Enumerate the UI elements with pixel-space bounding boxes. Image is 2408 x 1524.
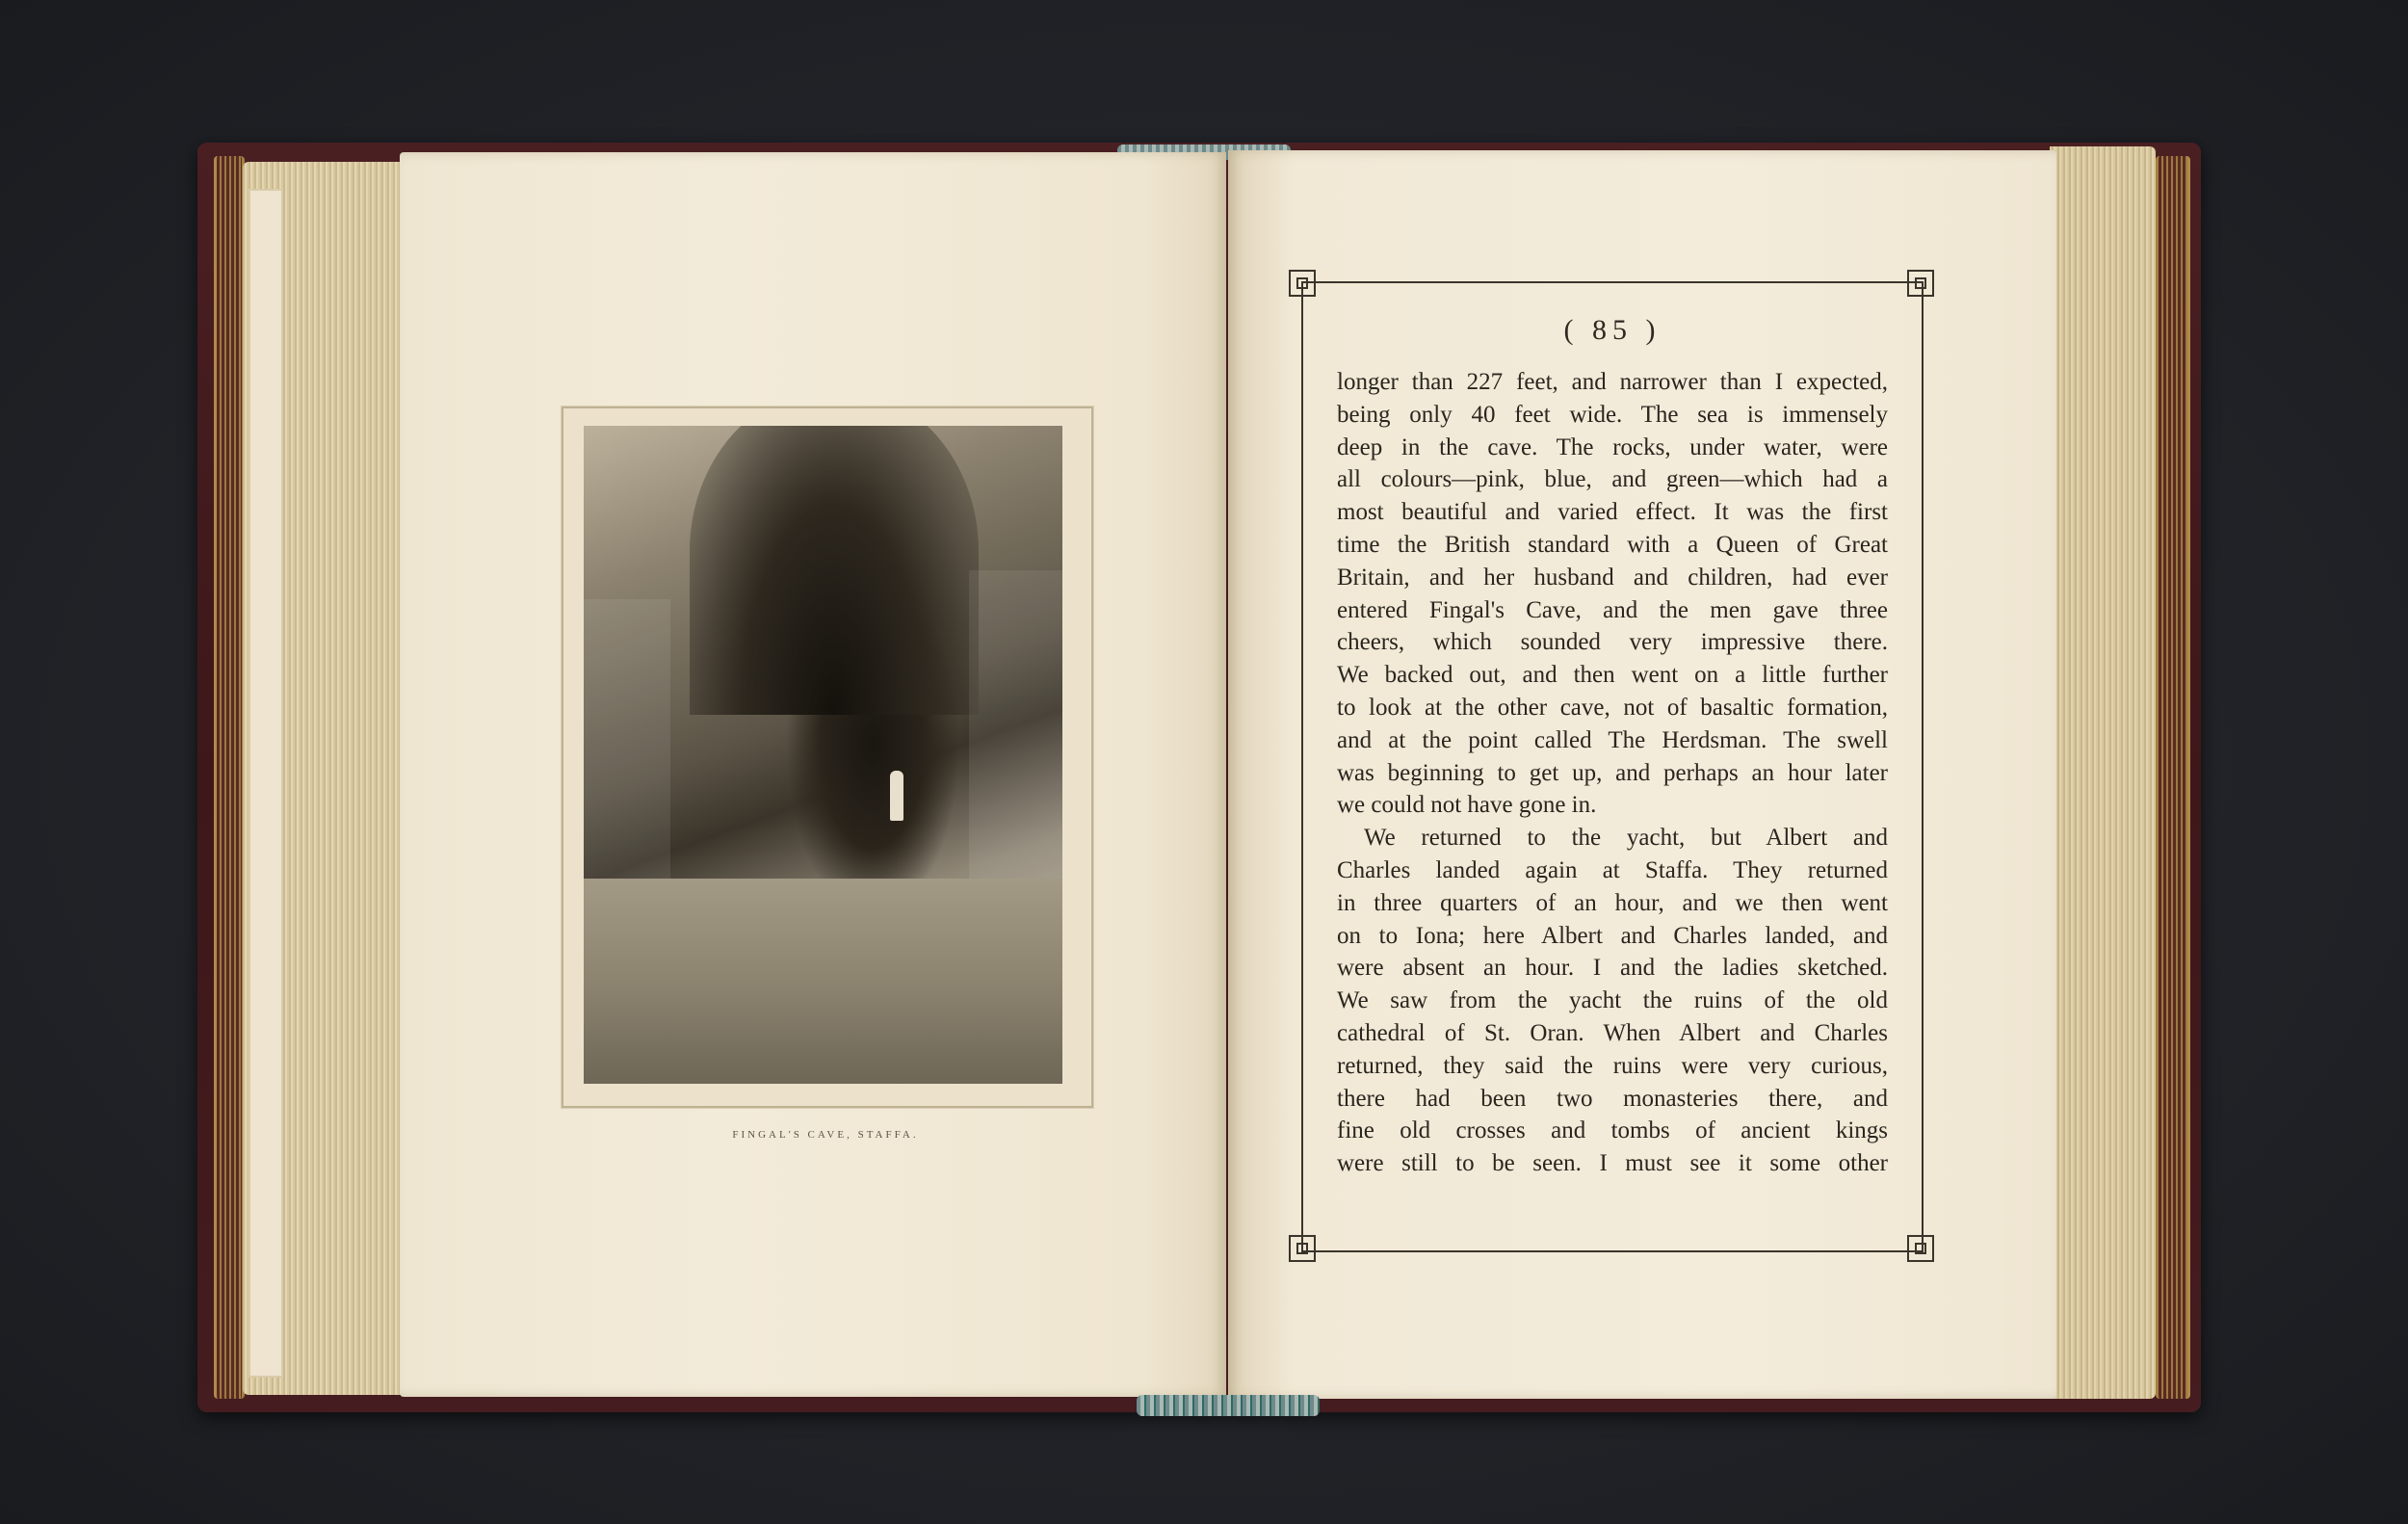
frame-corner-top-left (1289, 270, 1316, 297)
basalt-columns-right (969, 570, 1062, 879)
text-line: longer than 227 feet, and narrower than I expected, (1337, 369, 1888, 395)
text-line: on to Iona; here Albert and Charles landed, and (1337, 922, 1888, 949)
frame-corner-top-right (1907, 270, 1934, 297)
text-line: there had been two monasteries there, and (1337, 1085, 1888, 1112)
text-line: returned, they said the ruins were very curious, (1337, 1052, 1888, 1079)
text-line: was beginning to get up, and perhaps an hour later (1337, 759, 1888, 786)
text-line: were still to be seen. I must see it some other (1337, 1150, 1888, 1177)
page-stack-right (2050, 146, 2156, 1399)
text-line: most beautiful and varied effect. It was the first (1337, 499, 1888, 526)
text-line: were absent an hour. I and the ladies sketched. (1337, 955, 1888, 982)
text-line: cathedral of St. Oran. When Albert and Charles (1337, 1019, 1888, 1046)
text-line: deep in the cave. The rocks, under water, were (1337, 434, 1888, 460)
text-line: and at the point called The Herdsman. The swell (1337, 726, 1888, 753)
text-line: We returned to the yacht, but Albert and (1364, 825, 1888, 852)
standing-figure (890, 771, 903, 821)
text-line: Britain, and her husband and children, had ever (1337, 564, 1888, 591)
text-line: entered Fingal's Cave, and the men gave three (1337, 596, 1888, 623)
page-number: ( 85 ) (1563, 314, 1662, 346)
frame-corner-bottom-right (1907, 1235, 1934, 1262)
endpaper-left (249, 189, 283, 1378)
text-line: being only 40 feet wide. The sea is immensely (1337, 401, 1888, 428)
cave-photograph (584, 426, 1062, 1084)
page-stack-left (243, 162, 406, 1395)
cave-arch (690, 426, 979, 715)
gilt-edge-right (2156, 156, 2190, 1399)
frame-corner-bottom-left (1289, 1235, 1316, 1262)
text-line: We saw from the yacht the ruins of the old (1337, 987, 1888, 1014)
text-line: Charles landed again at Staffa. They returned (1337, 856, 1888, 883)
text-line: We backed out, and then went on a little further (1337, 662, 1888, 689)
gilt-edge-left (214, 156, 245, 1399)
text-line: to look at the other cave, not of basaltic formation, (1337, 694, 1888, 721)
text-line: fine old crosses and tombs of ancient kings (1337, 1117, 1888, 1144)
photo-caption: FINGAL'S CAVE, STAFFA. (732, 1129, 919, 1141)
text-line: all colours—pink, blue, and green—which had a (1337, 466, 1888, 493)
basalt-rocks (584, 879, 1062, 1084)
text-line: time the British standard with a Queen of Great (1337, 531, 1888, 558)
text-line: cheers, which sounded very impressive there. (1337, 629, 1888, 656)
text-line: in three quarters of an hour, and we then went (1337, 889, 1888, 916)
spine-tailband (1137, 1395, 1320, 1416)
basalt-columns-left (584, 599, 670, 888)
body-text (1337, 366, 1888, 1180)
text-line: we could not have gone in. (1337, 792, 1597, 819)
